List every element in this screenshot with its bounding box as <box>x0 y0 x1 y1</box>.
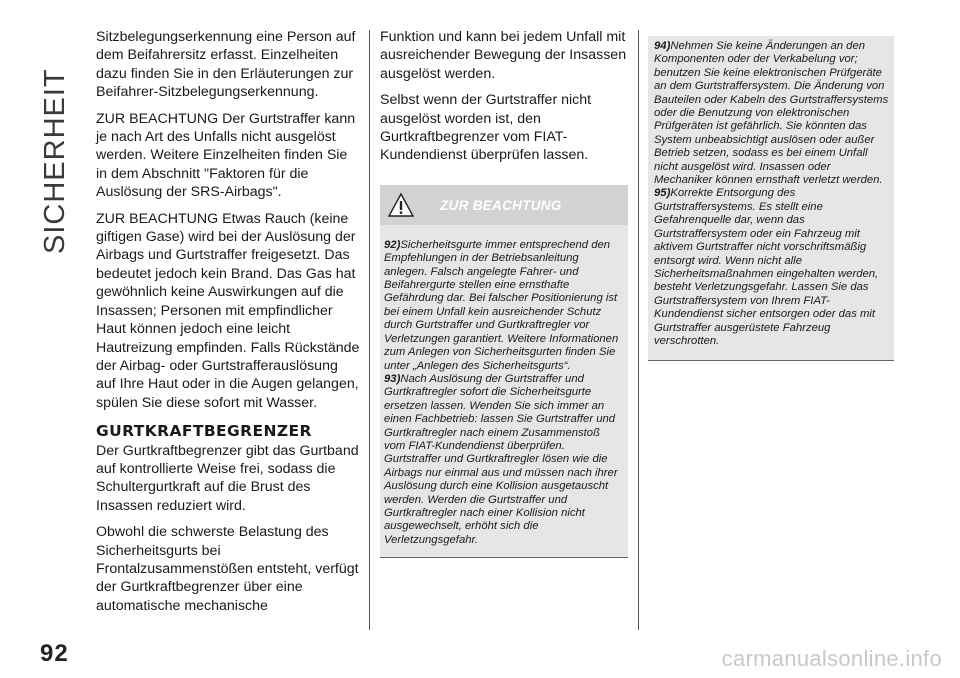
warning-notes-continued <box>648 36 894 361</box>
paragraph: Der Gurtkraftbegrenzer gibt das Gurtband auf kontrollierte Weise frei, sodass die Schultergurtkraft auf die Brust des Insassen reduziert wird. <box>96 442 359 514</box>
note-item <box>384 373 624 547</box>
warning-title: ZUR BEACHTUNG <box>440 197 562 213</box>
section-heading: GURTKRAFTBEGRENZER <box>96 422 312 441</box>
paragraph: Selbst wenn der Gurtstraffer nicht ausgelöst worden ist, den Gurtkraftbegrenzer vom FIAT-Kundendienst überprüfen lassen. <box>380 92 592 164</box>
note-number: 94) <box>654 40 671 52</box>
note-number: 95) <box>654 187 671 200</box>
note-item <box>654 40 890 187</box>
note-number: 93) <box>384 372 401 385</box>
warning-box <box>380 185 628 558</box>
paragraph: Obwohl die schwerste Belastung des Sicherheitsgurts bei Frontalzusammenstößen entsteht, verfügt der Gurtkraftbegrenzer über eine automatische mechanische <box>96 524 359 614</box>
paragraph: Funktion und kann bei jedem Unfall mit ausreichender Bewegung der Insassen ausgelöst werden. <box>380 29 627 82</box>
page-number: 92 <box>40 640 69 667</box>
note-text: Sicherheitsgurte immer entsprechend den Empfehlungen in der Betriebsanleitung anlegen. Falsch angelegte Fahrer- und Beifahrergurte stellen eine ernsthafte Gefährdung dar. Bei falscher Positionierung ist bei einem Unfall kein ausreichender Schutz durch Gurtstraffer und Gurtkraftregler vor Verletzungen garantiert. Weitere Informationen zum Anlegen von Sicherheitsgurten finden Sie unter „Anlegen des Sicherheitsgurts“. <box>384 238 619 372</box>
note-number: 92) <box>384 238 401 251</box>
note-text: Korrekte Entsorgung des Gurtstraffersystems. Es stellt eine Gefahrenquelle dar, wenn das Gurtstraffersystem oder ein Fahrzeug mit aktivem Gurtstraffer nicht vorschriftsmäßig entsorgt wird. Wenn nicht alle Sicherheitsmaßnahmen eingehalten werden, besteht Verletzungsgefahr. Lassen Sie das Gurtstraffersystem von Ihrem FIAT-Kundendienst sicher entsorgen oder das mit Gurtstraffer ausgerüstete Fahrzeug verschrotten. <box>654 187 879 347</box>
text-column-2 <box>380 28 628 558</box>
watermark: carmanualsonline.info <box>721 646 942 671</box>
paragraph: ZUR BEACHTUNG Der Gurtstraffer kann je nach Art des Unfalls nicht ausgelöst werden. Weitere Einzelheiten finden Sie in dem Abschnitt "Faktoren für die Auslösung der SRS-Airbags". <box>96 110 356 201</box>
section-label-text: SICHERHEIT <box>39 68 71 254</box>
note-item <box>384 239 624 373</box>
note-text: Nach Auslösung der Gurtstraffer und Gurtkraftregler sofort die Sicherheitsgurte ersetzen lassen. Wenden Sie sich immer an einen Fachbetrieb: lassen Sie Gurtstraffer und Gurtkraftregler nach einem Zusammenstoß vom FIAT-Kundendienst überprüfen. Gurtstraffer und Gurtkraftregler lösen wie die Airbags nur einmal aus und müssen nach ihrer Auslösung durch eine Kollision ausgetauscht werden. Werden die Gurtstraffer und Gurtkraftregler nach einer Kollision nicht ausgewechselt, erhöht sich die Verletzungsgefahr. <box>384 372 618 546</box>
column-divider <box>369 30 370 630</box>
warning-notes <box>380 225 628 557</box>
paragraph: ZUR BEACHTUNG Etwas Rauch (keine giftigen Gase) wird bei der Auslösung der Airbags und Gurtstraffer freigesetzt. Das bedeutet jedoch kein Brand. Das Gas hat gewöhnlich keine Auswirkungen auf die Insassen; Personen mit empfindlicher Haut können jedoch eine leicht Hautreizung empfinden. Falls Rückstände der Airbag- oder Gurtstrafferauslösung auf Ihre Haut oder in die Augen gelangen, spülen Sie diese sofort mit Wasser. <box>96 210 360 411</box>
column-divider <box>638 30 639 630</box>
warning-triangle-icon <box>388 193 414 222</box>
paragraph: Sitzbelegungserkennung eine Person auf dem Beifahrersitz erfasst. Einzelheiten dazu finden Sie in den Erläuterungen zur Beifahrer-Sitzbelegungserkennung. <box>96 29 356 101</box>
note-item <box>654 187 890 348</box>
text-column-3 <box>648 36 894 361</box>
section-label <box>33 30 73 260</box>
warning-header <box>380 185 628 225</box>
text-column-1 <box>96 28 360 623</box>
note-text: Nehmen Sie keine Änderungen an den Komponenten oder der Verkabelung vor; benutzen Sie keine elektronischen Prüfgeräte an dem Gurtstraffersystem. Die Änderung von Bauteilen oder Kabeln des Gurtstraffersystems oder die Benutzung von elektronischen Prüfgeräten ist gefährlich. Sie könnten das System unbeabsichtigt auslösen oder außer Betrieb setzen, sodass es bei einem Unfall nicht ausgelöst wird. Insassen oder Mechaniker können ernsthaft verletzt werden. <box>654 40 889 187</box>
